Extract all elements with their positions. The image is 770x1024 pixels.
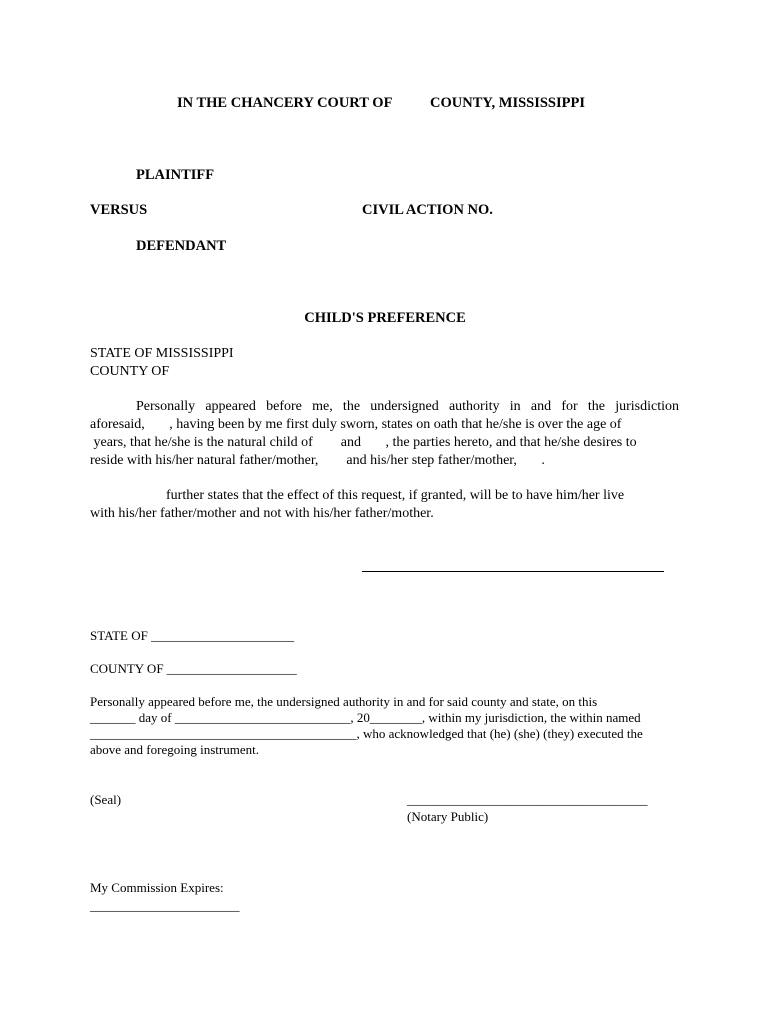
versus-label: VERSUS <box>90 202 148 218</box>
plaintiff-label: PLAINTIFF <box>136 167 215 183</box>
paragraph-2-line-2: with his/her father/mother and not with his/her father/mother. <box>90 506 434 521</box>
defendant-label: DEFENDANT <box>136 238 227 254</box>
commission-expires-line: _______________________ <box>90 898 240 913</box>
notary-county: COUNTY OF ____________________ <box>90 661 297 676</box>
paragraph-1-line-1: Personally appeared before me, the undersigned authority in and for the jurisdiction <box>136 399 679 414</box>
venue-county: COUNTY OF <box>90 364 170 379</box>
acknowledgment-line-2: _______ day of ___________________________, 20________, within my jurisdiction, the within named <box>90 710 641 725</box>
seal-label: (Seal) <box>90 792 122 807</box>
commission-expires-label: My Commission Expires: <box>90 880 224 895</box>
paragraph-1-line-2: aforesaid, , having been by me first duly sworn, states on oath that he/she is over the age of <box>90 417 622 432</box>
venue-state: STATE OF MISSISSIPPI <box>90 346 234 361</box>
paragraph-2-line-1: further states that the effect of this request, if granted, will be to have him/her live <box>166 488 625 503</box>
document-title: CHILD'S PREFERENCE <box>304 310 466 326</box>
court-heading-left: IN THE CHANCERY COURT OF <box>177 95 393 111</box>
paragraph-1-line-4: reside with his/her natural father/mother, and his/her step father/mother, . <box>90 453 545 468</box>
notary-signature-line: _____________________________________ <box>407 792 648 807</box>
paragraph-1-line-3: years, that he/she is the natural child of and , the parties hereto, and that he/she desires to <box>90 435 637 450</box>
acknowledgment-line-4: above and foregoing instrument. <box>90 742 259 757</box>
civil-action-label: CIVIL ACTION NO. <box>362 202 493 218</box>
acknowledgment-line-1: Personally appeared before me, the undersigned authority in and for said county and state, on this <box>90 694 598 709</box>
affiant-signature-line <box>362 571 664 572</box>
court-heading-right: COUNTY, MISSISSIPPI <box>430 95 585 111</box>
acknowledgment-line-3: _________________________________________, who acknowledged that (he) (she) (they) executed the <box>90 726 643 741</box>
notary-public-label: (Notary Public) <box>407 809 489 824</box>
notary-state: STATE OF ______________________ <box>90 628 295 643</box>
